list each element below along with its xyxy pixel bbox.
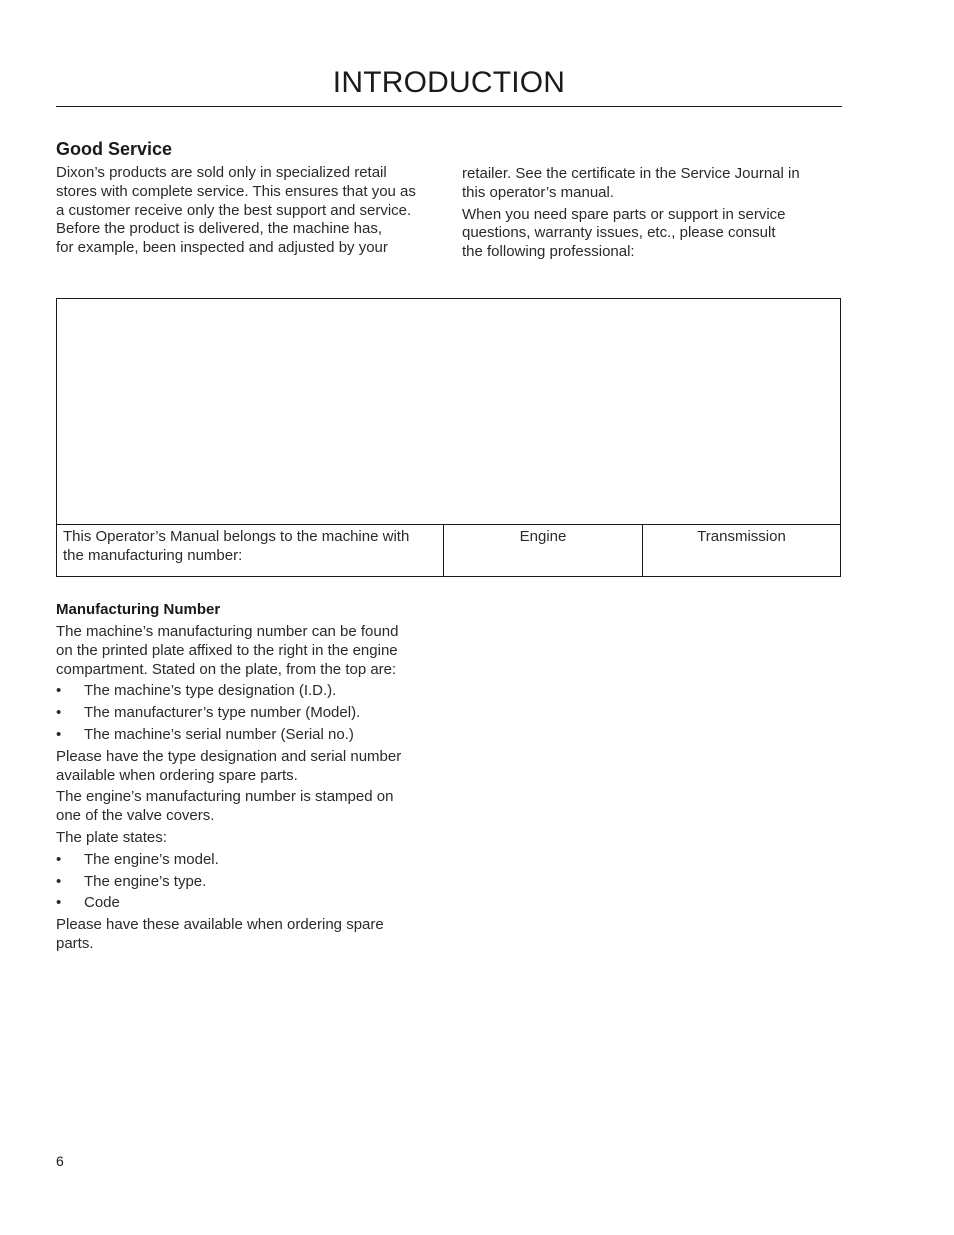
- list-item: [56, 682, 436, 701]
- text-line: Please have these available when ordering spare: [56, 916, 384, 934]
- text-line: retailer. See the certificate in the Service Journal in: [462, 165, 800, 182]
- final-note: [56, 916, 436, 954]
- bullet-icon: •: [56, 850, 62, 868]
- good-service-paragraph-1: [56, 164, 438, 258]
- transmission-cell: [642, 525, 840, 577]
- text-line: the manufacturing number:: [63, 546, 243, 564]
- list-item-text: The machine’s type designation (I.D.).: [84, 682, 337, 700]
- page-title: INTRODUCTION: [332, 66, 566, 99]
- page-number: 6: [56, 1153, 64, 1169]
- text-line: Dixon’s products are sold only in specialized retail: [56, 164, 387, 181]
- list-item-text: The manufacturer’s type number (Model).: [84, 704, 361, 722]
- bullet-icon: •: [56, 682, 62, 700]
- list-item: [56, 894, 436, 913]
- order-note: [56, 748, 436, 786]
- engine-note: [56, 788, 436, 826]
- text-line: The engine’s manufacturing number is stamped on: [56, 788, 394, 806]
- text-line: on the printed plate affixed to the right in the engine: [56, 641, 398, 659]
- text-line: the following professional:: [462, 243, 635, 261]
- manufacturing-number-cell: [57, 525, 443, 577]
- text-line: This Operator’s Manual belongs to the machine with: [63, 528, 410, 545]
- good-service-right-column: [462, 165, 832, 265]
- list-item: [56, 726, 436, 745]
- list-item: [56, 704, 436, 723]
- title-divider: [56, 106, 842, 107]
- engine-cell: [443, 525, 642, 577]
- good-service-left-column: [56, 164, 438, 261]
- manufacturing-number-section: [56, 623, 436, 957]
- list-item-text: The machine’s serial number (Serial no.): [84, 725, 354, 743]
- bullet-icon: •: [56, 894, 62, 912]
- transmission-label: Transmission: [697, 528, 786, 545]
- bullet-icon: •: [56, 872, 62, 890]
- text-line: questions, warranty issues, etc., please consult: [462, 224, 776, 242]
- list-item: [56, 873, 436, 892]
- good-service-paragraph-3: [462, 206, 832, 262]
- plate-states: The plate states:: [56, 828, 167, 846]
- text-line: When you need spare parts or support in service: [462, 205, 786, 223]
- text-line: Before the product is delivered, the machine has,: [56, 220, 383, 238]
- bullet-icon: •: [56, 725, 62, 743]
- engine-label: Engine: [519, 528, 567, 545]
- text-line: a customer receive only the best support and service.: [56, 201, 412, 219]
- bullet-icon: •: [56, 704, 62, 722]
- dealer-stamp-area: [57, 299, 840, 524]
- text-line: Please have the type designation and serial number: [56, 747, 402, 765]
- list-item: [56, 851, 436, 870]
- text-line: for example, been inspected and adjusted by your: [56, 239, 388, 257]
- manufacturing-intro: [56, 623, 436, 679]
- list-item-text: The engine’s type.: [84, 872, 207, 890]
- text-line: parts.: [56, 934, 94, 952]
- registration-row: [57, 524, 840, 577]
- text-line: stores with complete service. This ensures that you as: [56, 182, 416, 200]
- text-line: compartment. Stated on the plate, from the top are:: [56, 660, 397, 678]
- manufacturing-number-heading: Manufacturing Number: [56, 601, 221, 618]
- text-line: available when ordering spare parts.: [56, 766, 298, 784]
- list-item-text: Code: [84, 894, 120, 912]
- dealer-registration-box: [56, 298, 841, 577]
- text-line: one of the valve covers.: [56, 807, 215, 825]
- good-service-heading: Good Service: [56, 139, 173, 159]
- text-line: The machine’s manufacturing number can be found: [56, 623, 399, 640]
- text-line: this operator’s manual.: [462, 183, 615, 201]
- list-item-text: The engine’s model.: [84, 850, 219, 868]
- good-service-paragraph-2: [462, 165, 832, 203]
